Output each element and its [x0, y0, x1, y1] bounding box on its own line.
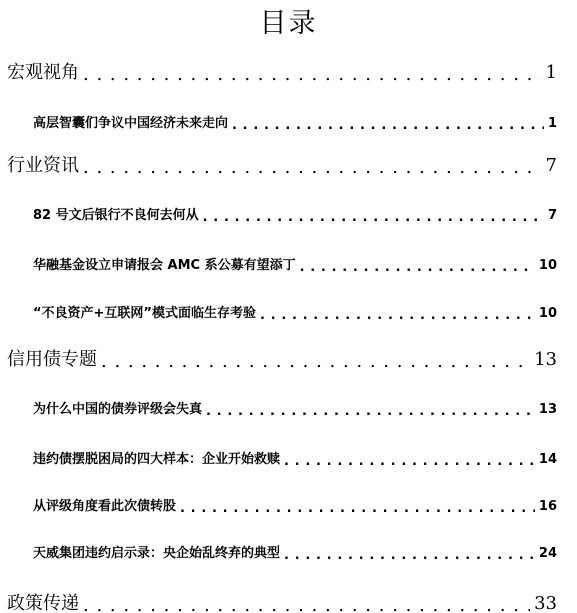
dot-leader: [83, 153, 542, 179]
toc-entry-label: 政策传递: [7, 593, 79, 613]
toc-entry-label: 82 号文后银行不良何去何从: [33, 208, 199, 223]
dot-leader: [232, 114, 544, 134]
toc-page-number: 14: [538, 452, 557, 467]
toc-entry-article[interactable]: [33, 497, 557, 517]
toc-page-number: 7: [547, 208, 557, 223]
dot-leader: [83, 60, 542, 86]
toc-page-number: 13: [534, 349, 557, 370]
dot-leader: [206, 400, 535, 420]
toc-page-number: 10: [538, 306, 557, 321]
toc-entry-label: 华融基金设立申请报会 AMC 系公募有望添丁: [33, 258, 296, 273]
toc-title: 目录: [259, 8, 318, 39]
toc-entry-section[interactable]: [7, 591, 557, 613]
toc-entry-section[interactable]: [7, 153, 557, 179]
toc-entry-label: 宏观视角: [7, 62, 79, 83]
toc-entry-article[interactable]: [33, 544, 557, 564]
toc-entry-section[interactable]: [7, 347, 557, 373]
toc-entry-label: 天威集团违约启示录：央企始乱终弃的典型: [33, 546, 281, 561]
dot-leader: [203, 206, 544, 226]
toc-page-number: 24: [538, 546, 557, 561]
toc-page-number: 1: [545, 62, 557, 83]
toc-page-number: 16: [538, 499, 557, 514]
toc-entry-label: 行业资讯: [7, 155, 79, 176]
dot-leader: [284, 544, 535, 564]
toc-entry-label: “不良资产+互联网”模式面临生存考验: [33, 306, 256, 321]
toc-entry-section[interactable]: [7, 60, 557, 86]
toc-entry-label: 高层智囊们争议中国经济未来走向: [33, 116, 229, 131]
toc-entry-label: 信用债专题: [7, 349, 97, 370]
toc-entry-article[interactable]: [33, 450, 557, 470]
dot-leader: [83, 591, 530, 613]
toc-entry-article[interactable]: [33, 114, 557, 134]
toc-entry-article[interactable]: [33, 256, 557, 276]
toc-entry-label: 从评级角度看此次债转股: [33, 499, 177, 514]
toc-entry-article[interactable]: [33, 206, 557, 226]
dot-leader: [260, 304, 535, 324]
toc-page-number: 13: [538, 402, 557, 417]
toc-entry-label: 为什么中国的债券评级会失真: [33, 402, 203, 417]
toc-entry-label: 违约债摆脱困局的四大样本：企业开始救赎: [33, 452, 281, 467]
toc-page-number: 33: [534, 593, 557, 613]
toc-page-number: 10: [538, 258, 557, 273]
dot-leader: [284, 450, 535, 470]
dot-leader: [300, 256, 535, 276]
toc-page-number: 1: [547, 116, 557, 131]
toc-entry-article[interactable]: [33, 400, 557, 420]
dot-leader: [101, 347, 530, 373]
toc-page-number: 7: [545, 155, 557, 176]
dot-leader: [180, 497, 535, 517]
toc-entry-article[interactable]: [33, 304, 557, 324]
